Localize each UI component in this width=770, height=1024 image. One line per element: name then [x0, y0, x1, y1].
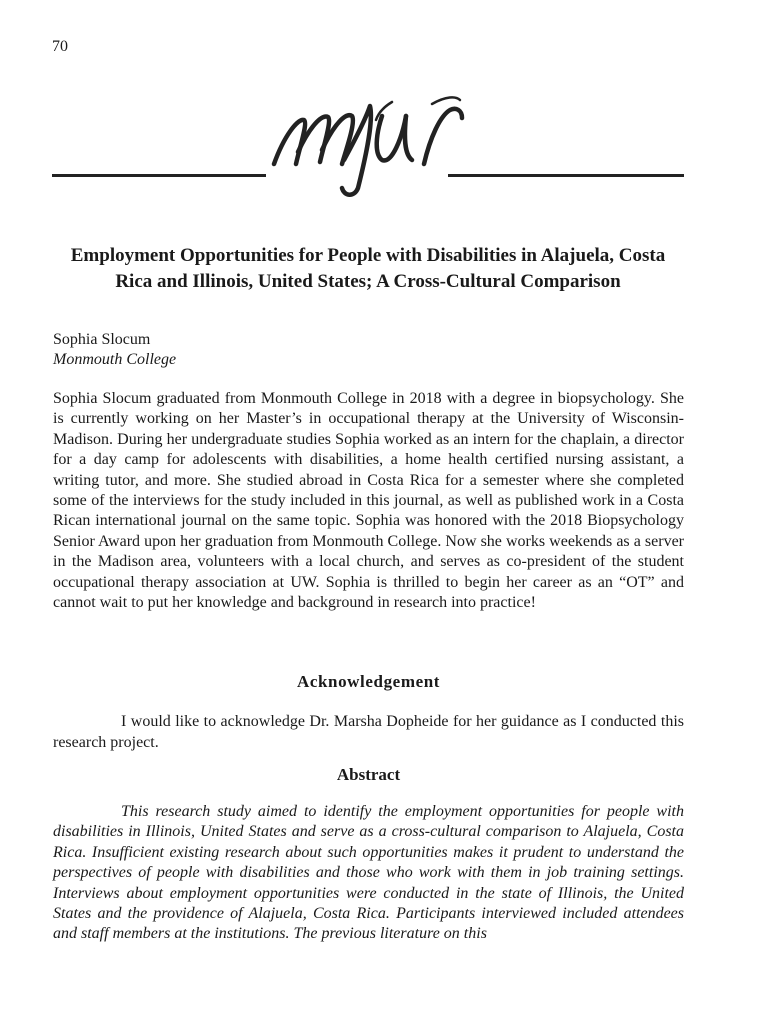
author-affiliation: Monmouth College: [53, 351, 177, 368]
logo-flourish: [376, 97, 460, 120]
acknowledgement-text: I would like to acknowledge Dr. Marsha Dopheide for her guidance as I conducted this research project.: [53, 713, 684, 751]
article-title: Employment Opportunities for People with Disabilities in Alajuela, Costa Rica and Illinois, United States; A Cross-Cultural Comparison: [70, 245, 666, 292]
abstract-text: This research study aimed to identify the employment opportunities for people with disabilities in Illinois, United States and serve as a cross-cultural comparison to Alajuela, Costa Rica. Insufficient existing research about such opportunities makes it prudent to understand the perspectives of people with disabilities and those who work with them in job training settings. Interviews about employment opportunities were conducted in the state of Illinois, the United States and the providence of Alajuela, Costa Rica. Participants interviewed included attendees and staff members at the institutions. The previous literature on this: [53, 803, 684, 943]
masthead-rule-left: [52, 174, 266, 177]
abstract-heading: Abstract: [336, 765, 401, 784]
logo-lettering: [274, 106, 462, 195]
acknowledgement-heading: Acknowledgement: [296, 672, 441, 691]
author-bio: Sophia Slocum graduated from Monmouth College in 2018 with a degree in biopsychology. She is currently working on her Master’s in occupational therapy at the University of Wisconsin-Madison. During her undergraduate studies Sophia worked as an intern for the chaplain, a director for a day camp for adolescents with disabilities, a home health certified nursing assistant, a writing tutor, and more. She studied abroad in Costa Rica for a semester where she completed some of the interviews for the study included in this journal, as well as published work in a Costa Rican international journal on the same topic. Sophia was honored with the 2018 Biopsychology Senior Award upon her graduation from Monmouth College. Now she works weekends as a server in the Madison area, volunteers with a local church, and serves as co-president of the student occupational therapy association at UW. Sophia is thrilled to begin her career as an “OT” and cannot wait to put her knowledge and background in research into practice!: [53, 390, 684, 612]
journal-masthead: [52, 92, 684, 202]
mjur-logo: [52, 92, 684, 202]
masthead-rule-right: [448, 174, 684, 177]
author-name: Sophia Slocum: [53, 331, 151, 348]
page-number: 70: [52, 38, 68, 55]
